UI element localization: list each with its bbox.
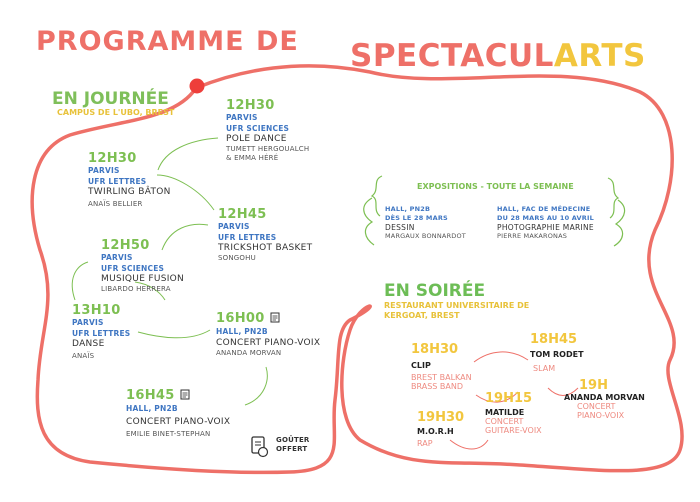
snack-icon [250,436,270,462]
event-detail: GUITARE-VOIX [485,426,542,435]
event-place: HALL, PN2B [216,327,268,336]
evening-event [411,342,472,391]
title-de: DE [256,26,299,57]
event-performer: ANAÏS [72,352,95,360]
event-activity: CONCERT PIANO-VOIX [216,337,321,348]
score-icon [270,308,281,327]
expo-item [385,205,466,241]
event-detail: PIANO-VOIX [577,411,625,420]
event-detail: SLAM [533,364,556,373]
day-event [88,151,171,209]
event-detail: CONCERT [485,417,524,426]
event-place: PARVIS [101,253,133,262]
event-detail: RAP [417,439,433,448]
event-time: 13H10 [72,303,121,318]
event-time: 12H30 [226,98,275,113]
event-detail: BREST BALKAN [411,373,472,382]
brand-accent: ARTS [553,38,646,74]
event-performer: LIBARDO HERRERA [101,285,171,293]
brand-main: SPECTACUL [350,38,554,74]
expo-dates: DÈS LE 28 MARS [385,214,448,222]
score-icon [180,385,191,404]
event-activity: DANSE [72,339,105,349]
expo-item [497,205,594,241]
start-dot [190,79,205,94]
evening-event [485,391,542,435]
gouter-line1: GOÛTER [276,436,310,444]
event-performer: TUMETT HERGOUALCH [226,145,310,153]
expo-heading: EXPOSITIONS - TOUTE LA SEMAINE [417,182,574,191]
event-performer: & EMMA HÉRÉ [226,154,279,162]
event-place: UFR SCIENCES [226,123,290,133]
event-time: 12H50 [101,238,150,253]
event-place: UFR LETTRES [88,176,147,186]
evening-event [530,332,584,373]
evening-heading: EN SOIRÉE [384,281,486,301]
event-place: PARVIS [218,222,250,231]
event-performer: ANAÏS BELLIER [88,200,143,208]
event-activity: TRICKSHOT BASKET [218,243,313,253]
expo-place: HALL, FAC DE MÉDECINE [497,205,591,213]
day-event [101,238,184,294]
event-time: 19H15 [485,391,533,406]
day-event [226,98,309,163]
brand-title [350,38,646,74]
expo-dates: DU 28 MARS AU 10 AVRIL [497,214,594,222]
event-time: 16H45 [126,388,175,403]
expo-artist: MARGAUX BONNARDOT [385,232,466,240]
event-time: 19H30 [417,410,465,425]
title-programme: PROGRAMME [36,26,245,57]
expo-place: HALL, PN2B [385,205,431,213]
event-place: HALL, PN2B [126,404,178,413]
event-place: PARVIS [88,166,120,175]
event-performer: ANANDA MORVAN [216,348,282,357]
event-name: CLIP [411,361,431,370]
event-detail: BRASS BAND [411,382,463,391]
day-subheading: CAMPUS DE L'UBO, BREST [57,108,175,117]
event-place: UFR LETTRES [72,328,131,338]
day-heading: EN JOURNÉE [52,89,169,109]
gouter-line2: OFFERT [276,445,308,453]
evening-event [417,410,464,448]
event-place: UFR LETTRES [218,232,277,242]
expo-activity: PHOTOGRAPHIE MARINE [497,223,594,232]
event-time: 19H [579,378,608,393]
event-activity: CONCERT PIANO-VOIX [126,416,231,427]
expo-activity: DESSIN [385,223,415,232]
event-place: UFR SCIENCES [101,263,165,273]
event-performer: EMILIE BINET-STEPHAN [126,429,211,438]
day-event [72,303,130,361]
event-detail: CONCERT [577,402,616,411]
event-place: PARVIS [72,318,104,327]
day-event [216,307,320,358]
event-activity: MUSIQUE FUSION [101,274,185,284]
event-time: 12H45 [218,207,267,222]
day-event [218,207,312,263]
event-time: 16H00 [216,311,265,326]
expo-artist: PIERRE MAKARONAS [497,232,568,240]
event-place: PARVIS [226,113,258,122]
event-activity: POLE DANCE [226,134,287,144]
event-time: 18H45 [530,332,578,347]
event-name: MATILDE [485,408,525,417]
event-time: 18H30 [411,342,459,357]
event-performer: SONGOHU [218,254,256,262]
evening-sub1: RESTAURANT UNIVERSITAIRE DE [384,301,530,310]
event-name: TOM RODET [530,350,584,359]
evening-sub2: KERGOAT, BREST [384,311,460,320]
evening-event [564,378,645,420]
event-activity: TWIRLING BÂTON [88,187,171,197]
event-name: M.O.R.H [417,427,454,436]
day-event [126,384,230,439]
event-name: ANANDA MORVAN [564,393,645,402]
event-time: 12H30 [88,151,137,166]
